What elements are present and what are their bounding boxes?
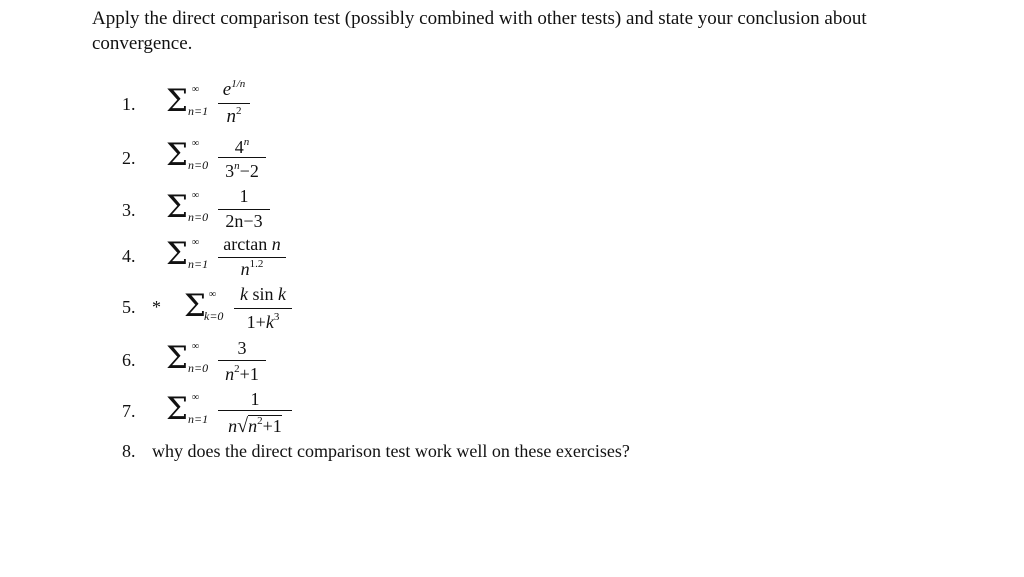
lower-limit: n=0: [188, 361, 209, 375]
numerator: 1: [239, 186, 249, 206]
sigma-symbol: Σ: [166, 83, 188, 119]
numerator: 1: [250, 389, 260, 409]
denominator: $n√n^2+1$: [228, 415, 282, 437]
upper-limit: ∞: [192, 341, 200, 352]
question-text: why does the direct comparison test work well on these exercises?: [152, 441, 630, 461]
exercise-number: 3.: [122, 200, 136, 220]
fraction-bar: [218, 103, 250, 104]
lower-limit: n=0: [188, 210, 209, 224]
fraction: [218, 78, 250, 128]
fraction: [218, 184, 270, 234]
exponent: 1/n: [231, 78, 246, 90]
denominator: $3^n-2$: [225, 160, 259, 181]
upper-limit: ∞: [192, 138, 200, 149]
lower-limit: k=0: [204, 309, 224, 323]
numerator: 4$^n$: [234, 136, 250, 157]
lower-limit: n=1: [188, 412, 209, 426]
denominator: $1+k^3$: [246, 311, 280, 332]
lower-limit: n=1: [188, 104, 209, 118]
sigma-symbol: Σ: [166, 340, 188, 376]
exercise-6: [0, 336, 700, 386]
exercise-7: [0, 388, 700, 438]
exercise-5: [0, 284, 700, 334]
lower-limit: n=0: [188, 158, 209, 172]
exercise-number: 2.: [122, 148, 136, 168]
denominator: $n^{1.2}$: [240, 258, 264, 279]
sigma-symbol: Σ: [166, 189, 188, 225]
question-8: [122, 441, 630, 462]
fraction-bar: [218, 157, 266, 158]
fraction-bar: [218, 410, 292, 411]
upper-limit: ∞: [192, 392, 200, 403]
denominator: $n^2+1$: [225, 363, 259, 384]
denominator: 2n−3: [225, 211, 263, 231]
exercise-2: [0, 132, 700, 182]
fraction: [218, 336, 266, 386]
sigma-symbol: Σ: [166, 137, 188, 173]
exercise-4: [0, 234, 700, 284]
fraction-bar: [234, 308, 292, 309]
upper-limit: ∞: [209, 289, 217, 300]
sigma-symbol: Σ: [166, 391, 188, 427]
fraction: [234, 284, 292, 334]
exercise-3: [0, 184, 700, 234]
fraction: [218, 132, 266, 182]
upper-limit: ∞: [192, 190, 200, 201]
sigma-symbol: Σ: [184, 288, 206, 324]
upper-limit: ∞: [192, 84, 200, 95]
exercise-number: 5.: [122, 297, 136, 317]
sigma-symbol: Σ: [166, 236, 188, 272]
exercise-number: 4.: [122, 246, 136, 266]
fraction-bar: [218, 360, 266, 361]
instructions-text: Apply the direct comparison test (possibly combined with other tests) and state your conclusion about convergence.: [92, 8, 867, 54]
numerator: $e^{1/n}$: [222, 78, 246, 100]
lower-limit: n=1: [188, 257, 209, 271]
question-number: 8.: [122, 441, 136, 461]
denominator: $n^2$: [226, 105, 242, 127]
exercise-number: 1.: [122, 94, 136, 114]
fraction: [218, 234, 286, 284]
fraction-bar: [218, 209, 270, 210]
exercise-1: [0, 78, 700, 128]
exercise-number: 6.: [122, 350, 136, 370]
fraction: [218, 388, 292, 442]
star-marker: *: [152, 297, 161, 317]
upper-limit: ∞: [192, 237, 200, 248]
exercise-number: 7.: [122, 401, 136, 421]
numerator: 3: [237, 338, 247, 358]
numerator: arctan n: [223, 234, 281, 254]
numerator: k sin k: [239, 284, 286, 304]
